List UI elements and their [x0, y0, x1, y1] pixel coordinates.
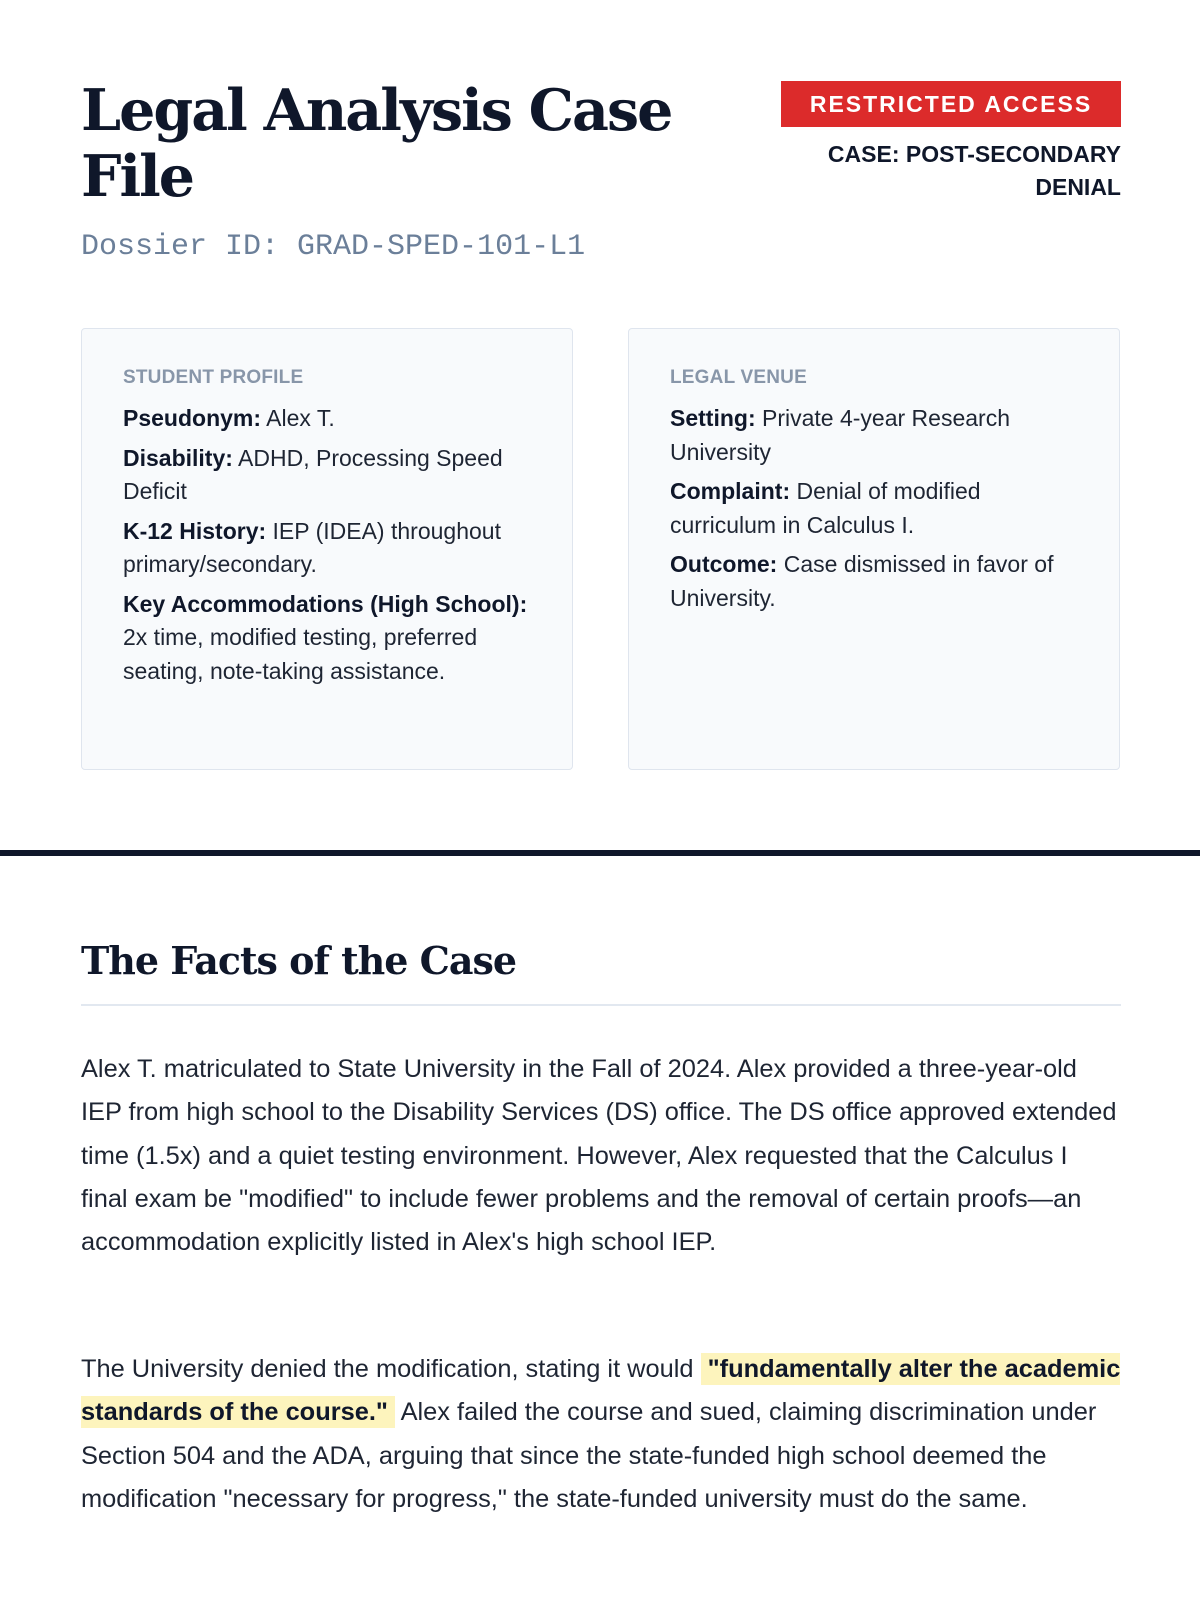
- field-value: Alex T.: [266, 405, 335, 431]
- field-value: Case dismissed in favor of University.: [670, 551, 1054, 611]
- venue-field-outcome: [670, 548, 1079, 615]
- profile-field-k12-history: [123, 515, 532, 582]
- profile-field-key-accommodations: [123, 588, 532, 689]
- field-label: Pseudonym:: [123, 405, 262, 431]
- facts-heading-rule: [81, 1004, 1121, 1006]
- field-label: K-12 History:: [123, 517, 267, 544]
- field-label: Outcome:: [670, 551, 778, 577]
- field-label: Complaint:: [670, 478, 791, 504]
- highlighted-quote: "fundamentally alter the academic standards of the course.": [81, 1355, 1121, 1427]
- field-value: ADHD, Processing Speed Deficit: [123, 444, 503, 504]
- paragraph-text: Alex failed the course and sued, claiming discrimination under Section 504 and the ADA, arguing that since the state-funded high school deemed the modification "necessary for progress," the state-funded university must do the same.: [81, 1398, 1097, 1513]
- field-value: Denial of modified curriculum in Calculus I.: [670, 478, 981, 538]
- legal-venue-heading: LEGAL VENUE: [670, 367, 807, 388]
- field-value: IEP (IDEA) throughout primary/secondary.: [123, 517, 501, 577]
- dossier-id: Dossier ID: GRAD-SPED-101-L1: [81, 230, 586, 264]
- section-divider: [0, 850, 1200, 856]
- field-label: Setting:: [670, 405, 756, 431]
- field-value: Private 4-year Research University: [670, 405, 1010, 465]
- facts-paragraph-1: Alex T. matriculated to State University in the Fall of 2024. Alex provided a three-year-old IEP from high school to the Disability Services (DS) office. The DS office approved extended time (1.5x) and a quiet testing environment. However, Alex requested that the Calculus I final exam be "modified" to include fewer problems and the removal of certain proofs—an accommodation explicitly listed in Alex's high school IEP.: [81, 1055, 1117, 1257]
- venue-field-setting: [670, 402, 1079, 469]
- field-label: Disability:: [123, 444, 233, 471]
- case-header: [81, 78, 1121, 278]
- student-profile-heading: STUDENT PROFILE: [123, 367, 304, 388]
- case-type-label: CASE: POST-SECONDARY DENIAL: [827, 141, 1121, 200]
- profile-field-pseudonym: [123, 402, 532, 436]
- profile-field-disability: [123, 442, 532, 509]
- page-title: Legal Analysis Case File: [81, 77, 672, 210]
- field-label: Key Accommodations (High School):: [123, 590, 528, 617]
- paragraph-text: The University denied the modification, stating it would: [81, 1355, 701, 1383]
- facts-paragraph-2: [81, 1348, 1121, 1521]
- venue-field-complaint: [670, 475, 1079, 542]
- legal-venue-card: [628, 328, 1120, 770]
- field-value: 2x time, modified testing, preferred seating, note-taking assistance.: [123, 624, 478, 684]
- facts-heading: The Facts of the Case: [81, 938, 517, 983]
- student-profile-card: [81, 328, 573, 770]
- restricted-access-badge: RESTRICTED ACCESS: [781, 81, 1121, 127]
